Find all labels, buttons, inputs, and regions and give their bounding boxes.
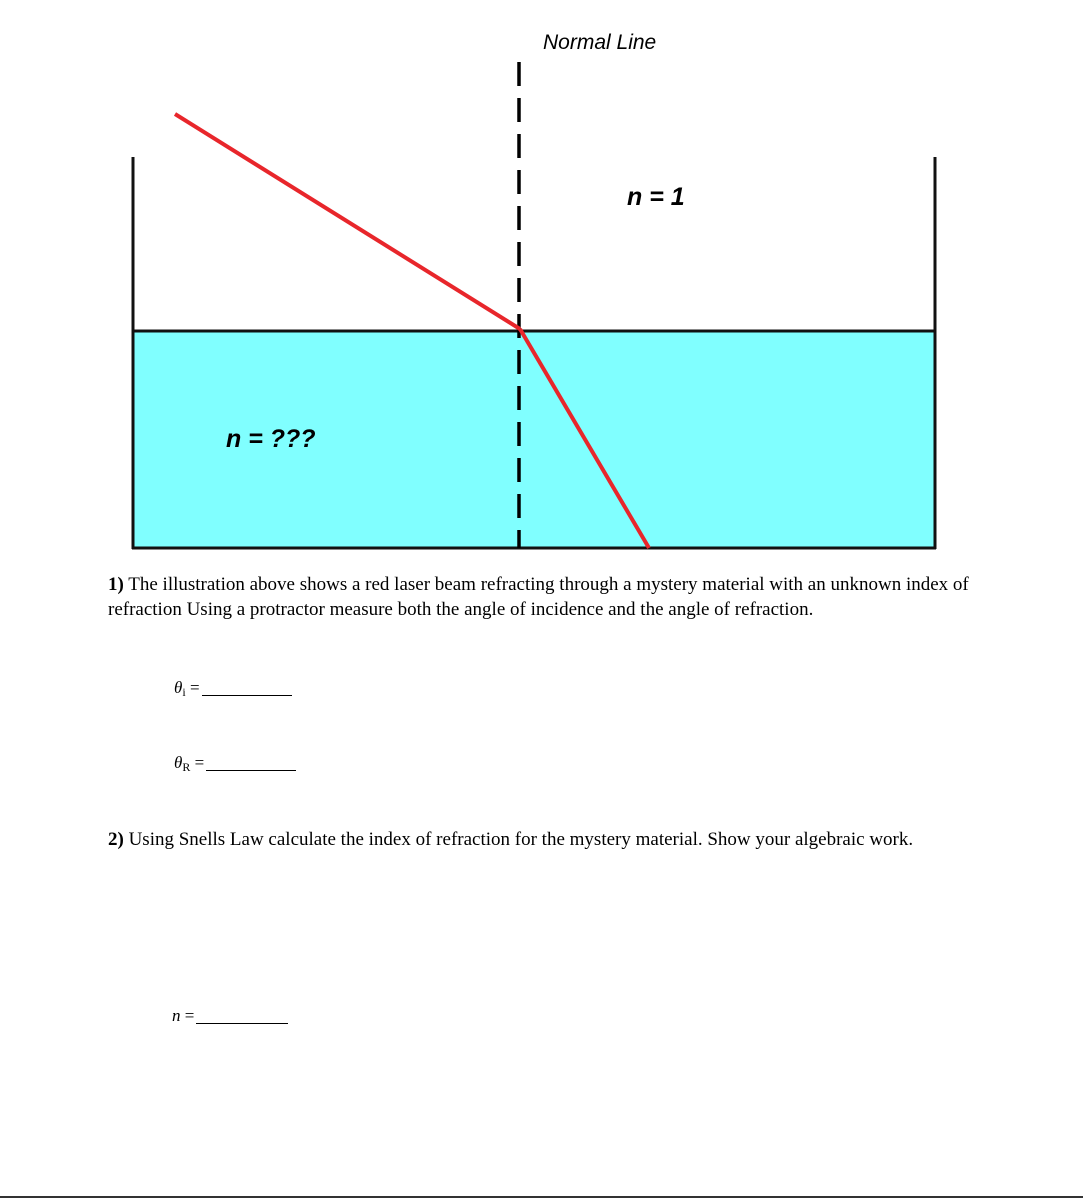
equals-sign: = <box>180 1006 195 1025</box>
lower-medium-label: n = ??? <box>226 425 316 453</box>
refraction-diagram <box>0 0 1083 560</box>
n-symbol: n <box>172 1006 181 1025</box>
index-blank[interactable] <box>196 1007 288 1024</box>
angle-refraction-blank[interactable] <box>206 754 296 771</box>
theta-symbol: θ <box>174 753 183 772</box>
incident-ray <box>175 114 520 329</box>
equals-sign: = <box>190 753 205 772</box>
question-2-text: Using Snells Law calculate the index of refraction for the mystery material. Show your algebraic work. <box>128 829 914 850</box>
equals-sign: = <box>185 678 200 697</box>
index-answer <box>172 1006 288 1026</box>
refraction-subscript: R <box>182 760 191 774</box>
angle-incidence-blank[interactable] <box>202 679 292 696</box>
question-1 <box>108 572 988 622</box>
angle-incidence-answer <box>174 678 292 702</box>
question-1-text: The illustration above shows a red laser beam refracting through a mystery material with an unknown index of refraction Using a protractor measure both the angle of incidence and the angle of refraction. <box>108 574 969 620</box>
angle-refraction-answer <box>174 753 296 777</box>
upper-medium-label: n = 1 <box>627 183 685 211</box>
question-2-number: 2) <box>108 829 124 850</box>
question-2 <box>108 827 988 852</box>
incidence-subscript: i <box>182 685 186 699</box>
theta-symbol: θ <box>174 678 183 697</box>
normal-line-label: Normal Line <box>543 31 657 54</box>
question-1-number: 1) <box>108 574 124 595</box>
page-bottom-rule <box>0 1196 1083 1198</box>
